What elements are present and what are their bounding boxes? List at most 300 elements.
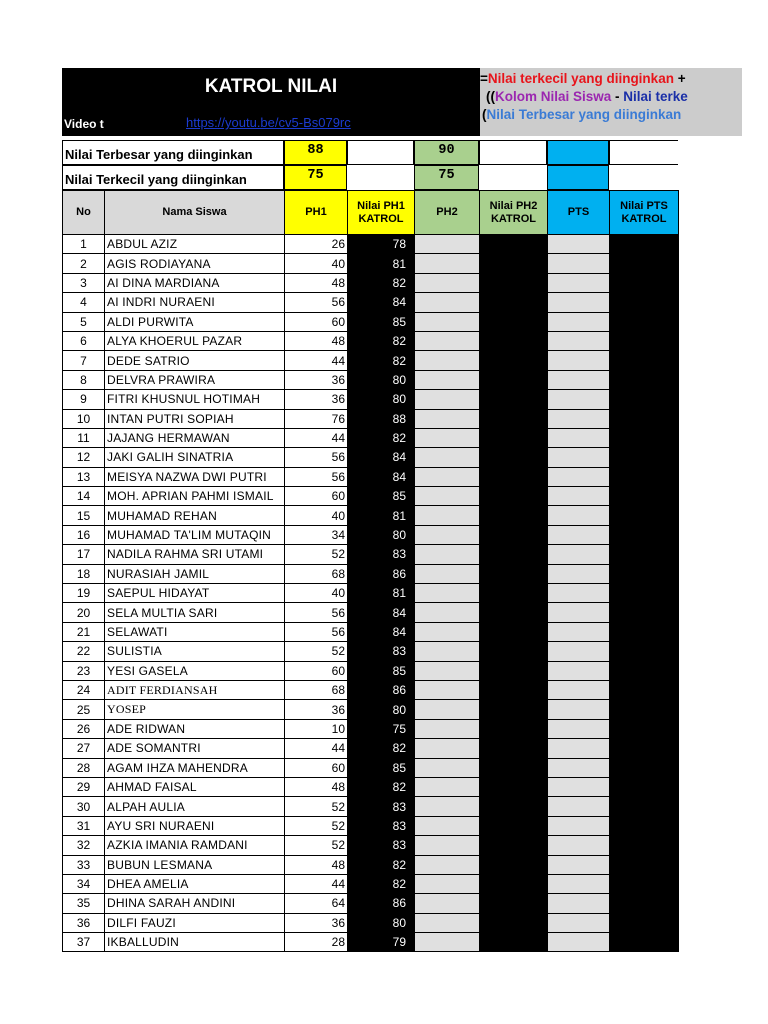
pts-score[interactable]	[548, 700, 610, 719]
student-name[interactable]: DHEA AMELIA	[105, 874, 285, 893]
ph1-min-input[interactable]: 75	[284, 165, 347, 190]
ph1-score[interactable]: 34	[285, 525, 348, 544]
ph2-katrol-score	[480, 680, 548, 699]
pts-katrol-score	[610, 680, 679, 699]
student-name[interactable]: ALDI PURWITA	[105, 312, 285, 331]
ph2-katrol-score	[480, 584, 548, 603]
student-name[interactable]: AI INDRI NURAENI	[105, 293, 285, 312]
ph1-score[interactable]: 76	[285, 409, 348, 428]
ph2-score[interactable]	[415, 894, 480, 913]
ph1-katrol-score: 82	[348, 855, 415, 874]
row-number: 5	[63, 312, 105, 331]
row-number: 9	[63, 390, 105, 409]
ph1-katrol-score: 83	[348, 642, 415, 661]
ph1-score[interactable]: 56	[285, 467, 348, 486]
table-row	[63, 700, 679, 719]
row-number: 1	[63, 235, 105, 254]
pts-score[interactable]	[548, 254, 610, 273]
ph1-katrol-score: 75	[348, 719, 415, 738]
student-score-table	[62, 190, 679, 952]
ph2-katrol-score	[480, 409, 548, 428]
ph1-score[interactable]: 36	[285, 913, 348, 932]
ph1-score[interactable]: 52	[285, 816, 348, 835]
max-value-label: Nilai Terbesar yang diinginkan	[62, 140, 284, 165]
student-name[interactable]: SELA MULTIA SARI	[105, 603, 285, 622]
ph2-katrol-score	[480, 370, 548, 389]
ph1-katrol-score: 84	[348, 622, 415, 641]
row-number: 32	[63, 836, 105, 855]
ph2-katrol-score	[480, 351, 548, 370]
pts-score[interactable]	[548, 758, 610, 777]
student-name[interactable]: DELVRA PRAWIRA	[105, 370, 285, 389]
pts-katrol-score	[610, 390, 679, 409]
student-name[interactable]: AYU SRI NURAENI	[105, 816, 285, 835]
ph2-katrol-score	[480, 525, 548, 544]
ph2-score[interactable]	[415, 719, 480, 738]
pts-score[interactable]	[548, 273, 610, 292]
ph1-score[interactable]: 52	[285, 545, 348, 564]
ph2-score[interactable]	[415, 564, 480, 583]
ph1-katrol-score: 84	[348, 603, 415, 622]
video-link[interactable]: https://youtu.be/cv5-Bs079rc	[186, 115, 351, 130]
ph2-katrol-score	[480, 254, 548, 273]
ph2-score[interactable]	[415, 933, 480, 952]
ph1-score[interactable]: 60	[285, 661, 348, 680]
table-row	[63, 312, 679, 331]
ph1-score[interactable]: 68	[285, 680, 348, 699]
ph2-score[interactable]	[415, 351, 480, 370]
ph2-score[interactable]	[415, 428, 480, 447]
ph1-score[interactable]: 36	[285, 390, 348, 409]
table-row	[63, 409, 679, 428]
row-number: 16	[63, 525, 105, 544]
col-header-ph2-katrol: Nilai PH2 KATROL	[480, 191, 548, 235]
pts-score[interactable]	[548, 506, 610, 525]
ph2-score[interactable]	[415, 603, 480, 622]
row-number: 37	[63, 933, 105, 952]
pts-score[interactable]	[548, 487, 610, 506]
row-number: 8	[63, 370, 105, 389]
student-name[interactable]: NURASIAH JAMIL	[105, 564, 285, 583]
table-row	[63, 506, 679, 525]
table-row	[63, 235, 679, 254]
formula-segment: Nilai terke	[623, 89, 688, 104]
empty-cell	[479, 140, 547, 165]
ph2-score[interactable]	[415, 448, 480, 467]
formula-segment: Nilai terkecil yang diinginkan	[487, 71, 674, 86]
row-number: 14	[63, 487, 105, 506]
table-row	[63, 680, 679, 699]
student-name[interactable]: INTAN PUTRI SOPIAH	[105, 409, 285, 428]
ph1-score[interactable]: 60	[285, 758, 348, 777]
table-row	[63, 836, 679, 855]
pts-score[interactable]	[548, 855, 610, 874]
pts-score[interactable]	[548, 370, 610, 389]
table-row	[63, 428, 679, 447]
ph1-katrol-score: 81	[348, 254, 415, 273]
row-number: 25	[63, 700, 105, 719]
table-row	[63, 293, 679, 312]
pts-score[interactable]	[548, 351, 610, 370]
col-header-pts: PTS	[548, 191, 610, 235]
student-name[interactable]: ADE SOMANTRI	[105, 739, 285, 758]
pts-katrol-score	[610, 622, 679, 641]
ph1-katrol-score: 83	[348, 545, 415, 564]
student-name[interactable]: AZKIA IMANIA RAMDANI	[105, 836, 285, 855]
table-row	[63, 273, 679, 292]
pts-katrol-score	[610, 331, 679, 350]
table-row	[63, 564, 679, 583]
ph2-katrol-score	[480, 933, 548, 952]
ph2-score[interactable]	[415, 836, 480, 855]
ph2-score[interactable]	[415, 487, 480, 506]
student-name[interactable]: ALYA KHOERUL PAZAR	[105, 331, 285, 350]
ph1-score[interactable]: 48	[285, 273, 348, 292]
ph1-katrol-score: 82	[348, 739, 415, 758]
ph2-katrol-score	[480, 545, 548, 564]
row-number: 34	[63, 874, 105, 893]
student-name[interactable]: ABDUL AZIZ	[105, 235, 285, 254]
ph1-score[interactable]: 64	[285, 894, 348, 913]
table-row	[63, 661, 679, 680]
ph1-score[interactable]: 68	[285, 564, 348, 583]
pts-max-input[interactable]	[547, 140, 609, 165]
table-row	[63, 642, 679, 661]
pts-score[interactable]	[548, 894, 610, 913]
pts-min-input[interactable]	[547, 165, 609, 190]
student-name[interactable]: MUHAMAD TA'LIM MUTAQIN	[105, 525, 285, 544]
row-number: 13	[63, 467, 105, 486]
ph2-katrol-score	[480, 836, 548, 855]
pts-score[interactable]	[548, 584, 610, 603]
ph2-score[interactable]	[415, 254, 480, 273]
ph1-katrol-score: 82	[348, 331, 415, 350]
row-number: 15	[63, 506, 105, 525]
ph2-katrol-score	[480, 816, 548, 835]
student-name[interactable]: BUBUN LESMANA	[105, 855, 285, 874]
ph1-score[interactable]: 48	[285, 777, 348, 796]
row-number: 20	[63, 603, 105, 622]
ph2-katrol-score	[480, 235, 548, 254]
student-name[interactable]: MOH. APRIAN PAHMI ISMAIL	[105, 487, 285, 506]
table-row	[63, 448, 679, 467]
student-name[interactable]: MUHAMAD REHAN	[105, 506, 285, 525]
ph2-score[interactable]	[415, 545, 480, 564]
student-name[interactable]: ALPAH AULIA	[105, 797, 285, 816]
row-number: 26	[63, 719, 105, 738]
col-header-no: No	[63, 191, 105, 235]
ph1-score[interactable]: 44	[285, 739, 348, 758]
row-number: 24	[63, 680, 105, 699]
ph2-score[interactable]	[415, 874, 480, 893]
pts-katrol-score	[610, 700, 679, 719]
ph1-score[interactable]: 52	[285, 642, 348, 661]
ph1-score[interactable]: 44	[285, 351, 348, 370]
row-number: 19	[63, 584, 105, 603]
ph1-katrol-score: 81	[348, 584, 415, 603]
ph2-max-input[interactable]: 90	[414, 140, 479, 165]
ph2-katrol-score	[480, 467, 548, 486]
student-name[interactable]: DILFI FAUZI	[105, 913, 285, 932]
ph2-score[interactable]	[415, 312, 480, 331]
row-number: 2	[63, 254, 105, 273]
pts-katrol-score	[610, 467, 679, 486]
ph1-katrol-score: 86	[348, 564, 415, 583]
ph2-katrol-score	[480, 312, 548, 331]
formula-segment: Nilai Terbesar yang diinginkan	[486, 107, 682, 122]
row-number: 6	[63, 331, 105, 350]
student-name[interactable]: JAKI GALIH SINATRIA	[105, 448, 285, 467]
student-name[interactable]: SULISTIA	[105, 642, 285, 661]
ph2-score[interactable]	[415, 235, 480, 254]
pts-katrol-score	[610, 855, 679, 874]
col-header-name: Nama Siswa	[105, 191, 285, 235]
student-name[interactable]: SELAWATI	[105, 622, 285, 641]
formula-segment: =	[480, 71, 488, 86]
ph2-score[interactable]	[415, 739, 480, 758]
pts-score[interactable]	[548, 525, 610, 544]
pts-score[interactable]	[548, 622, 610, 641]
ph2-score[interactable]	[415, 642, 480, 661]
student-name[interactable]: JAJANG HERMAWAN	[105, 428, 285, 447]
ph1-katrol-score: 82	[348, 428, 415, 447]
pts-score[interactable]	[548, 603, 610, 622]
ph2-katrol-score	[480, 855, 548, 874]
row-number: 23	[63, 661, 105, 680]
pts-score[interactable]	[548, 661, 610, 680]
ph2-score[interactable]	[415, 390, 480, 409]
formula-segment: ((	[486, 89, 495, 104]
ph2-katrol-score	[480, 894, 548, 913]
row-number: 33	[63, 855, 105, 874]
ph1-max-input[interactable]: 88	[284, 140, 347, 165]
ph2-score[interactable]	[415, 370, 480, 389]
student-name[interactable]: MEISYA NAZWA DWI PUTRI	[105, 467, 285, 486]
ph2-score[interactable]	[415, 661, 480, 680]
row-number: 3	[63, 273, 105, 292]
ph2-score[interactable]	[415, 584, 480, 603]
pts-katrol-score	[610, 564, 679, 583]
ph1-katrol-score: 86	[348, 894, 415, 913]
ph2-score[interactable]	[415, 700, 480, 719]
pts-score[interactable]	[548, 913, 610, 932]
pts-score[interactable]	[548, 816, 610, 835]
ph1-score[interactable]: 36	[285, 700, 348, 719]
pts-score[interactable]	[548, 642, 610, 661]
pts-score[interactable]	[548, 331, 610, 350]
video-label: Video t	[64, 117, 104, 131]
pts-katrol-score	[610, 273, 679, 292]
student-rows	[63, 235, 679, 952]
pts-score[interactable]	[548, 719, 610, 738]
table-row	[63, 758, 679, 777]
table-row	[63, 487, 679, 506]
pts-score[interactable]	[548, 312, 610, 331]
pts-katrol-score	[610, 506, 679, 525]
ph1-katrol-score: 83	[348, 797, 415, 816]
student-name[interactable]: AGIS RODIAYANA	[105, 254, 285, 273]
ph1-katrol-score: 82	[348, 351, 415, 370]
formula-line-1	[480, 70, 742, 88]
ph2-score[interactable]	[415, 293, 480, 312]
ph1-katrol-score: 80	[348, 700, 415, 719]
pts-katrol-score	[610, 487, 679, 506]
row-number: 36	[63, 913, 105, 932]
table-row	[63, 351, 679, 370]
pts-katrol-score	[610, 797, 679, 816]
ph1-score[interactable]: 10	[285, 719, 348, 738]
pts-score[interactable]	[548, 448, 610, 467]
table-row	[63, 855, 679, 874]
pts-score[interactable]	[548, 874, 610, 893]
student-name[interactable]: NADILA RAHMA SRI UTAMI	[105, 545, 285, 564]
formula-note	[480, 68, 742, 136]
min-value-label: Nilai Terkecil yang diinginkan	[62, 165, 284, 190]
ph1-score[interactable]: 28	[285, 933, 348, 952]
pts-score[interactable]	[548, 428, 610, 447]
ph2-katrol-score	[480, 874, 548, 893]
ph2-score[interactable]	[415, 331, 480, 350]
pts-katrol-score	[610, 428, 679, 447]
row-number: 30	[63, 797, 105, 816]
student-name[interactable]: AHMAD FAISAL	[105, 777, 285, 796]
pts-score[interactable]	[548, 293, 610, 312]
ph2-score[interactable]	[415, 409, 480, 428]
ph2-score[interactable]	[415, 913, 480, 932]
pts-score[interactable]	[548, 390, 610, 409]
row-number: 18	[63, 564, 105, 583]
student-name[interactable]: AGAM IHZA MAHENDRA	[105, 758, 285, 777]
ph2-score[interactable]	[415, 273, 480, 292]
col-header-ph1: PH1	[285, 191, 348, 235]
pts-katrol-score	[610, 370, 679, 389]
ph2-min-input[interactable]: 75	[414, 165, 479, 190]
pts-katrol-score	[610, 235, 679, 254]
student-name[interactable]: DEDE SATRIO	[105, 351, 285, 370]
ph1-score[interactable]: 40	[285, 506, 348, 525]
row-number: 10	[63, 409, 105, 428]
ph1-score[interactable]: 40	[285, 584, 348, 603]
ph1-score[interactable]: 40	[285, 254, 348, 273]
pts-score[interactable]	[548, 467, 610, 486]
student-name[interactable]: YESI GASELA	[105, 661, 285, 680]
pts-score[interactable]	[548, 739, 610, 758]
ph1-score[interactable]: 44	[285, 428, 348, 447]
ph2-katrol-score	[480, 390, 548, 409]
pts-score[interactable]	[548, 797, 610, 816]
student-name[interactable]: YOSEP	[105, 700, 285, 719]
student-name[interactable]: DHINA SARAH ANDINI	[105, 894, 285, 913]
pts-katrol-score	[610, 894, 679, 913]
ph1-score[interactable]: 60	[285, 487, 348, 506]
pts-score[interactable]	[548, 680, 610, 699]
ph1-katrol-score: 85	[348, 661, 415, 680]
ph1-score[interactable]: 56	[285, 293, 348, 312]
ph2-score[interactable]	[415, 622, 480, 641]
ph1-score[interactable]: 56	[285, 603, 348, 622]
ph2-katrol-score	[480, 700, 548, 719]
pts-katrol-score	[610, 836, 679, 855]
pts-score[interactable]	[548, 409, 610, 428]
ph1-score[interactable]: 48	[285, 855, 348, 874]
ph2-score[interactable]	[415, 797, 480, 816]
row-number: 27	[63, 739, 105, 758]
ph2-katrol-score	[480, 777, 548, 796]
ph1-score[interactable]: 60	[285, 312, 348, 331]
ph2-score[interactable]	[415, 680, 480, 699]
ph2-score[interactable]	[415, 525, 480, 544]
pts-score[interactable]	[548, 777, 610, 796]
ph1-score[interactable]: 26	[285, 235, 348, 254]
pts-score[interactable]	[548, 933, 610, 952]
student-name[interactable]: ADE RIDWAN	[105, 719, 285, 738]
row-number: 7	[63, 351, 105, 370]
formula-segment: Kolom Nilai Siswa	[495, 89, 612, 104]
ph1-katrol-score: 79	[348, 933, 415, 952]
empty-cell	[347, 140, 414, 165]
ph1-score[interactable]: 48	[285, 331, 348, 350]
student-name[interactable]: SAEPUL HIDAYAT	[105, 584, 285, 603]
table-row	[63, 777, 679, 796]
ph2-katrol-score	[480, 913, 548, 932]
ph2-katrol-score	[480, 719, 548, 738]
student-name[interactable]: IKBALLUDIN	[105, 933, 285, 952]
table-row	[63, 545, 679, 564]
ph1-score[interactable]: 52	[285, 836, 348, 855]
student-name[interactable]: ADIT FERDIANSAH	[105, 680, 285, 699]
student-name[interactable]: AI DINA MARDIANA	[105, 273, 285, 292]
pts-score[interactable]	[548, 836, 610, 855]
ph2-katrol-score	[480, 506, 548, 525]
ph1-score[interactable]: 36	[285, 370, 348, 389]
ph1-katrol-score: 83	[348, 816, 415, 835]
table-row	[63, 913, 679, 932]
ph2-score[interactable]	[415, 816, 480, 835]
table-row	[63, 254, 679, 273]
ph1-katrol-score: 85	[348, 487, 415, 506]
pts-score[interactable]	[548, 564, 610, 583]
ph1-katrol-score: 88	[348, 409, 415, 428]
ph2-score[interactable]	[415, 777, 480, 796]
row-number: 35	[63, 894, 105, 913]
ph2-katrol-score	[480, 739, 548, 758]
table-row	[63, 933, 679, 952]
ph2-score[interactable]	[415, 467, 480, 486]
row-number: 31	[63, 816, 105, 835]
ph1-katrol-score: 85	[348, 758, 415, 777]
student-name[interactable]: FITRI KHUSNUL HOTIMAH	[105, 390, 285, 409]
ph1-score[interactable]: 56	[285, 622, 348, 641]
ph2-score[interactable]	[415, 758, 480, 777]
pts-score[interactable]	[548, 235, 610, 254]
ph1-katrol-score: 80	[348, 370, 415, 389]
ph2-score[interactable]	[415, 855, 480, 874]
ph2-katrol-score	[480, 331, 548, 350]
table-row	[63, 331, 679, 350]
pts-katrol-score	[610, 448, 679, 467]
formula-line-3	[480, 106, 742, 124]
ph2-score[interactable]	[415, 506, 480, 525]
ph2-katrol-score	[480, 564, 548, 583]
pts-katrol-score	[610, 254, 679, 273]
ph1-katrol-score: 81	[348, 506, 415, 525]
ph1-score[interactable]: 44	[285, 874, 348, 893]
pts-score[interactable]	[548, 545, 610, 564]
row-number: 29	[63, 777, 105, 796]
table-row	[63, 603, 679, 622]
ph1-score[interactable]: 52	[285, 797, 348, 816]
ph1-score[interactable]: 56	[285, 448, 348, 467]
